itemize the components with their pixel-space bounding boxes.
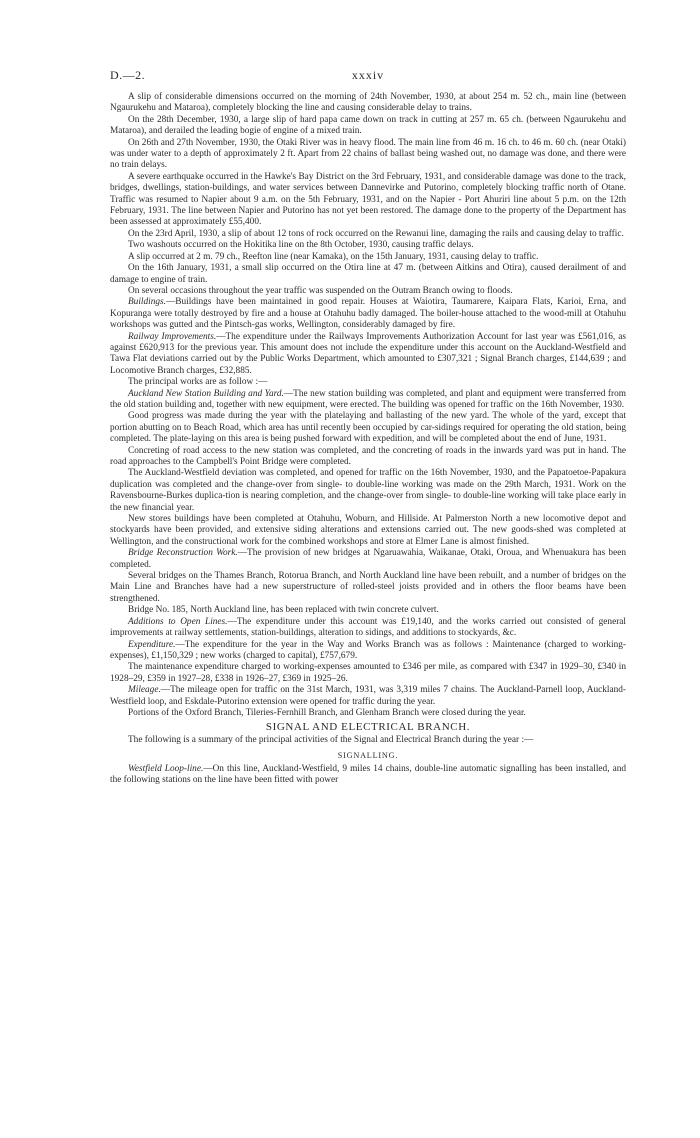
paragraph-text: A slip occurred at 2 m. 79 ch., Reefton line (near Kamaka), on the 15th January, 1931, causing delay to traffic.: [128, 251, 539, 262]
paragraph: [110, 468, 626, 514]
paragraph-text: —The new station building was completed, and plant and equipment were transferred from the old station building and, together with new equipment, were erected. The building was opened for traffic on the 16th November, 1930.: [110, 388, 626, 410]
paragraph: [110, 286, 626, 297]
paragraph-text: The Auckland-Westfield deviation was completed, and opened for traffic on the 16th November, 1930, and the Papatoetoe-Papakura duplication was completed and the change-over from single- to double-line working was made on the 29th March, 1931. Work on the Ravensbourne-Burkes duplica-tion is nearing completion, and the change-over from single- to double-line working will take place early in the new financial year.: [110, 468, 626, 513]
paragraph-text: A severe earthquake occurred in the Hawke's Bay District on the 3rd February, 1931, and considerable damage was done to the track, bridges, dwellings, station-buildings, and water services between Dannevirke and Putorino, completely blocking traffic north of Otane. Traffic was resumed to Napier about 9 a.m. on the 5th February, 1931, and on the Napier - Port Ahuriri line about 5 p.m. on the 12th February, 1931. The line between Napier and Putorino has not yet been restored. The damage done to the property of the Department has been assessed at approximately £55,400.: [110, 171, 626, 228]
paragraph: [110, 605, 626, 616]
paragraph-text: Portions of the Oxford Branch, Tileries-Fernhill Branch, and Glenham Branch were closed during the year.: [128, 707, 526, 718]
paragraph: [110, 297, 626, 331]
page-number: xxxiv: [351, 68, 385, 82]
paragraph-heading: Westfield Loop-line.: [128, 763, 204, 774]
paragraph: [110, 640, 626, 663]
paragraph: [110, 514, 626, 548]
paragraph-text: On the 16th January, 1931, a small slip occurred on the Otira line at 47 m. (between Aitkins and Otira), caused derailment of and damage to engine of train.: [110, 263, 626, 285]
paragraph-text: Two washouts occurred on the Hokitika line on the 8th October, 1930, causing traffic delays.: [128, 240, 474, 251]
paragraph-text: —The mileage open for traffic on the 31st March, 1931, was 3,319 miles 7 chains. The Auckland-Parnell loop, Auckland-Westfield loop, and Eskdale-Putorino extension were opened for traffic during the year.: [110, 685, 626, 707]
paragraph-text: —The expenditure for the year in the Way and Works Branch was as follows : Maintenance (charged to working-expenses), £1,150,329 ; new works (charged to capital), £757,679.: [110, 639, 626, 661]
paragraph-heading: Expenditure.: [128, 639, 176, 650]
paragraph: [110, 446, 626, 469]
paragraph-text: On the 28th December, 1930, a large slip of hard papa came down on track in cutting at 257 m. 65 ch. (between Ngaurukehu and Mataroa), and derailed the leading bogie of engine of a mixed train.: [110, 114, 626, 137]
paragraph: [110, 229, 626, 240]
section-intro: The following is a summary of the principal activities of the Signal and Electrical Branch during the year :—: [128, 734, 534, 745]
paragraph-text: Concreting of road access to the new station was completed, and the concreting of roads in the inwards yard was put in hand. The road approaches to the Campbell's Point Bridge were completed.: [110, 445, 626, 467]
paragraph-text: Bridge No. 185, North Auckland line, has been replaced with twin concrete culvert.: [128, 605, 439, 616]
paragraph: [110, 662, 626, 685]
paragraph-heading: Railway Improvements.: [128, 331, 217, 342]
paragraph: [110, 377, 626, 388]
paragraph-text: New stores buildings have been completed at Otahuhu, Woburn, and Hillside. At Palmerston North a new locomotive depot and stockyards have been provided, and extensive siding alterations and extensions carried out. The new goods-shed was completed at Wellington, and the constructional work for the combined workshops and store at Elmer Lane is almost finished.: [110, 514, 626, 547]
paragraph-text: Several bridges on the Thames Branch, Rotorua Branch, and North Auckland line have been rebuilt, and a number of bridges on the Main Line and Branches have had a new superstructure of rolled-steel joists provided and in others the floor beams have been strengthened.: [110, 571, 626, 604]
paragraph-text: The maintenance expenditure charged to working-expenses amounted to £346 per mile, as compared with £347 in 1929–30, £340 in 1928–29, £359 in 1927–28, £338 in 1926–27, £369 in 1925–26.: [110, 662, 626, 684]
paragraph: [110, 708, 626, 719]
paragraph: [110, 172, 626, 229]
paragraph: [110, 411, 626, 445]
paragraph-text: A slip of considerable dimensions occurred on the morning of 24th November, 1930, at about 254 m. 52 ch., main line (between Ngaurukehu and Mataroa), completely blocking the line and causing considerable delay to trains.: [110, 92, 626, 114]
paragraph: [110, 92, 626, 115]
paragraph-text: —The expenditure under this account was £19,140, and the works carried out consisted of general improvements at railway settlements, station-buildings, alteration to sidings, and additions to stockyards, &c.: [110, 616, 626, 639]
paragraph: [110, 548, 626, 571]
paragraph-heading: Bridge Reconstruction Work.: [128, 548, 238, 559]
paragraph-text: On several occasions throughout the year traffic was suspended on the Outram Branch owing to floods.: [128, 285, 513, 296]
paragraph-text: —The provision of new bridges at Ngaruawahia, Waikanae, Otaki, Oroua, and Whenuakura has been completed.: [110, 548, 626, 570]
final-paragraph: [110, 764, 626, 787]
paragraph: [110, 571, 626, 605]
paragraph-heading: Additions to Open Lines.: [128, 616, 228, 627]
paragraph-text: On the 23rd April, 1930, a slip of about 12 tons of rock occurred on the Rewanui line, damaging the rails and causing delay to traffic.: [128, 228, 624, 239]
paragraph: [110, 617, 626, 640]
document-reference: D.—2.: [110, 68, 146, 82]
page-header: [110, 70, 626, 90]
paragraph: [110, 240, 626, 251]
paragraph-heading: Mileage.: [128, 685, 161, 696]
section-title: SIGNAL AND ELECTRICAL BRANCH.: [265, 721, 471, 734]
paragraph-text: —On this line, Auckland-Westfield, 9 miles 14 chains, double-line automatic signalling has been installed, and the following stations on the line have been fitted with power: [110, 763, 627, 785]
paragraph-text: On 26th and 27th November, 1930, the Otaki River was in heavy flood. The main line from 46 m. 16 ch. to 46 m. 60 ch. (near Otaki) was under water to a depth of approximately 2 ft. Apart from 22 chains of ballast being washed out, no damage was done, and there were no train delays.: [110, 137, 626, 171]
paragraph: [110, 332, 626, 378]
paragraph-text: The principal works are as follow :—: [128, 377, 268, 388]
subsection-title: SIGNALLING.: [337, 751, 399, 761]
paragraph-text: —Buildings have been maintained in good repair. Houses at Waiotira, Taumarere, Kaipara Flats, Karioi, Erna, and Kopuranga were totally destroyed by fire and a house at Otahuhu badly damaged. The boiler-house attached to the wood-mill at Otahuhu workshops was gutted and the Pintsch-gas works, Wellington, considerably damaged by fire.: [110, 297, 626, 331]
paragraph-text: Good progress was made during the year with the platelaying and ballasting of the new yard. The whole of the yard, except that portion abutting on to Beach Road, which area has until recently been occupied by car-sidings required for operating the old station, being completed. The plate-laying on this area is being pushed forward with expedition, and will be completed about the end of June, 1931.: [110, 411, 626, 445]
paragraph: [110, 138, 626, 172]
paragraph-heading: Buildings.: [128, 297, 166, 308]
paragraph: [110, 252, 626, 263]
paragraph: [110, 685, 626, 708]
paragraph: [110, 389, 626, 412]
paragraph-heading: Auckland New Station Building and Yard.: [128, 388, 284, 399]
paragraph-text: —The expenditure under the Railways Improvements Authorization Account for last year was £561,016, as against £620,913 for the previous year. This amount does not include the expenditure under this account on the Auckland-Westfield and Tawa Flat deviations carried out by the Public Works Department, which amounted to £307,321 ; Signal Branch charges, £144,639 ; and Locomotive Branch charges, £32,885.: [110, 331, 626, 376]
body-text: [110, 92, 626, 719]
paragraph: [110, 263, 626, 286]
paragraph: [110, 115, 626, 138]
